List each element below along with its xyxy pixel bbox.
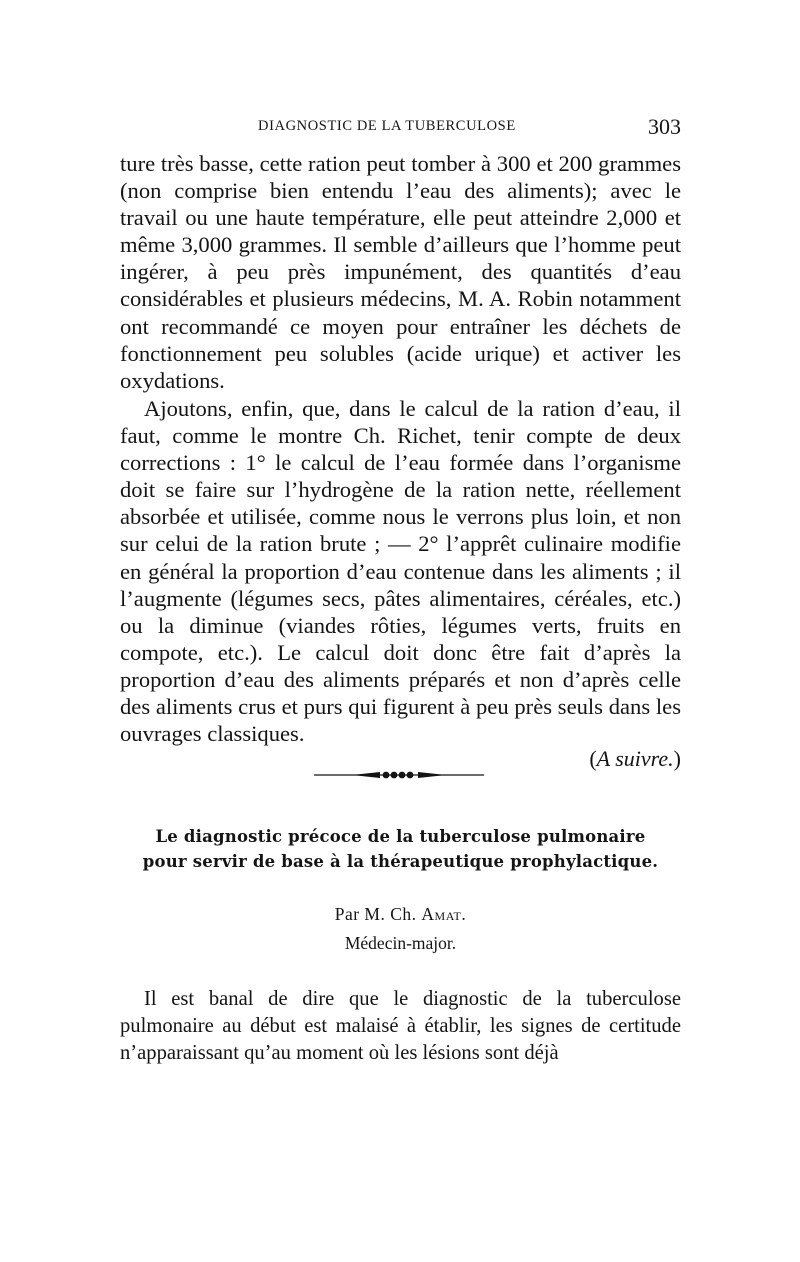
continuation-text: A suivre. [596,746,674,771]
article-title [112,824,689,874]
paragraph-article-opening: Il est banal de dire que le diagnostic de la tuberculose pulmonaire au début est malaisé à établir, les signes de certitude n’apparaissant qu’au moment où les lésions sont déjà [120,988,681,1064]
author-surname: Amat [421,904,462,924]
paragraph-water-ration: ture très basse, cette ration peut tomber à 300 et 200 grammes (non comprise bien entendu l’eau des aliments); avec le travail ou une haute température, elle peut atteindre 2,000 et même 3,000 grammes. Il semble d’ailleurs que l’homme peut ingérer, à peu près impunément, des quantités d’eau considérables et plusieurs médecins, M. A. Robin notamment ont recommandé ce moyen pour entraîner les déchets de fonctionnement peu solubles (acide urique) et activer les oxydations. [120,151,681,393]
page-number: 303 [648,114,681,139]
running-title: DIAGNOSTIC DE LA TUBERCULOSE [258,118,516,134]
body-text-block [120,150,681,394]
article-title-line: Le diagnostic précoce de la tuberculose pulmonaire [155,827,646,846]
body-text-block [120,395,681,747]
running-head [120,114,681,140]
book-page [120,0,681,1262]
article-title-line: pour servir de base à la thérapeutique prophylactique. [142,852,659,871]
continuation-note: (A suivre.) [589,746,681,771]
paragraph-corrections: Ajoutons, enfin, que, dans le calcul de la ration d’eau, il faut, comme le montre Ch. Richet, tenir compte de deux corrections : 1° le calcul de l’eau formée dans l’organisme doit se faire sur l’hydrogène de la ration nette, réellement absorbée et utilisée, comme nous le verrons plus loin, et non sur celui de la ration brute ; — 2° l’apprêt culinaire modifie en général la proportion d’eau contenue dans les aliments ; il l’augmente (légumes secs, pâtes alimentaires, céréales, etc.) ou la diminue (viandes rôties, légumes verts, fruits en compote, etc.). Le calcul doit donc être fait d’après la proportion d’eau des aliments préparés et non d’après celle des aliments crus et purs qui figurent à peu près seuls dans les ouvrages classiques. [120,396,681,747]
section-divider-ornament [314,760,484,790]
byline: Par M. Ch. Amat. [334,904,467,924]
byline-prefix: Par M. Ch. [334,904,417,924]
author-role: Médecin-major. [344,933,457,953]
article-body-text [120,986,681,1066]
